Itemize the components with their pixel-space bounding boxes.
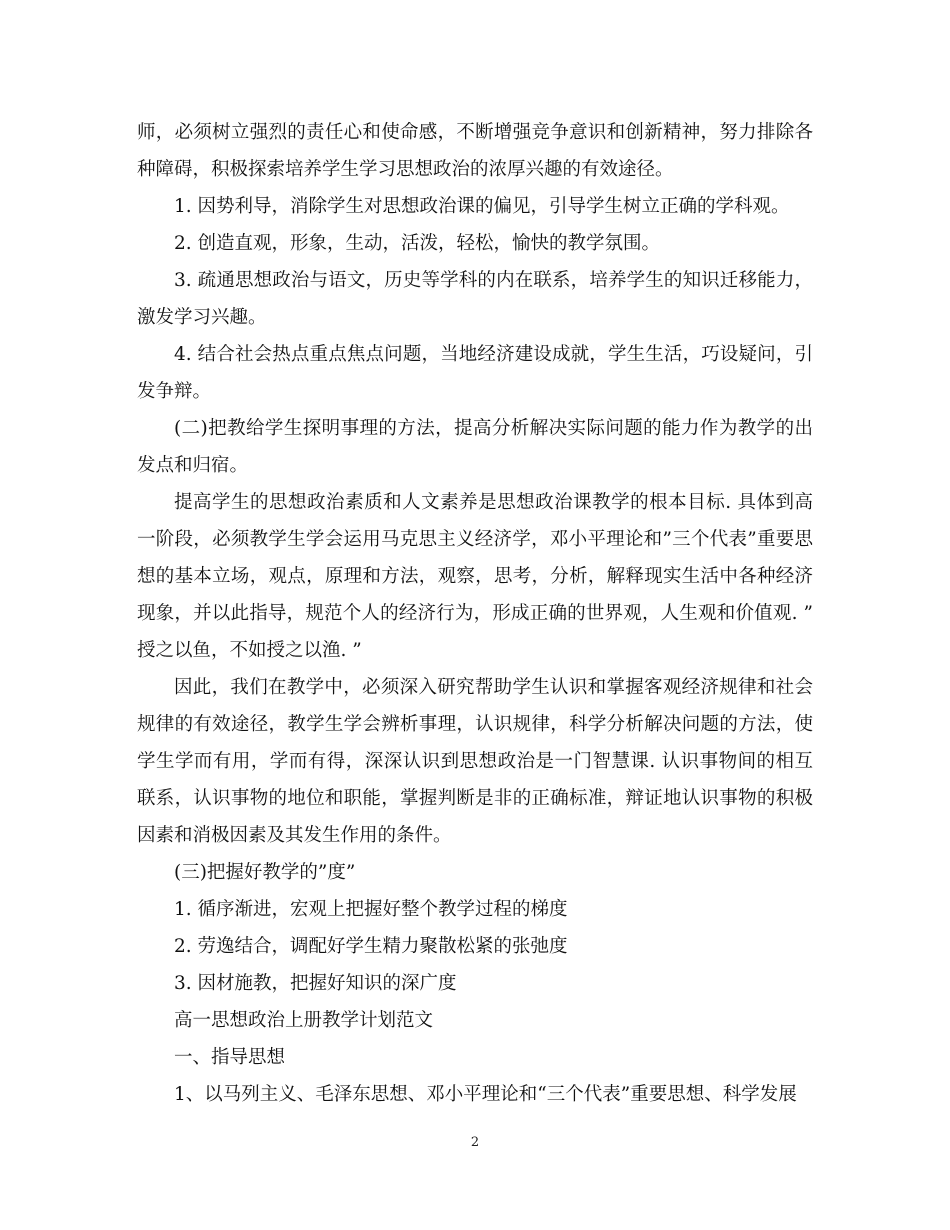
paragraph: 提高学生的思想政治素质和人文素养是思想政治课教学的根本目标. 具体到高一阶段，必须教学生学会运用马克思主义经济学，邓小平理论和”三个代表”重要思想的基本立场，观点，原理和方法，观察，思考，分析，解释现实生活中各种经济现象，并以此指导，规范个人的经济行为，形成正确的世界观，人生观和价值观. ” 授之以鱼，不如授之以渔. ”	[137, 492, 813, 661]
list-item: 1. 因势利导，消除学生对思想政治课的偏见，引导学生树立正确的学科观。	[174, 196, 790, 217]
section-heading: (二)把教给学生探明事理的方法，提高分析解决实际问题的能力作为教学的出发点和归宿。	[137, 418, 813, 476]
list-item: 4. 结合社会热点重点焦点问题，当地经济建设成就，学生生活，巧设疑问，引发争辩。	[137, 344, 813, 402]
section-heading: 一、指导思想	[174, 1047, 286, 1068]
section-heading: (三)把握好教学的”度”	[174, 862, 356, 883]
paragraph: 因此，我们在教学中，必须深入研究帮助学生认识和掌握客观经济规律和社会规律的有效途径，教学生学会辨析事理，认识规律，科学分析解决问题的方法，使学生学而有用，学而有得，深深认识到思想政治是一门智慧课. 认识事物间的相互联系，认识事物的地位和职能，掌握判断是非的正确标准，辩证地认识事物的积极因素和消极因素及其发生作用的条件。	[137, 677, 813, 846]
list-item: 1、以马列主义、毛泽东思想、邓小平理论和“三个代表”重要思想、科学发展	[174, 1084, 797, 1105]
document-title: 高一思想政治上册教学计划范文	[174, 1010, 434, 1031]
list-item: 1. 循序渐进，宏观上把握好整个教学过程的梯度	[174, 899, 568, 920]
list-item: 2. 创造直观，形象，生动，活泼，轻松，愉快的教学氛围。	[174, 233, 661, 254]
list-item: 3. 因材施教，把握好知识的深广度	[174, 973, 457, 994]
body-text	[137, 114, 813, 1113]
list-item: 2. 劳逸结合，调配好学生精力聚散松紧的张弛度	[174, 936, 568, 957]
page-number: 2	[470, 1135, 480, 1150]
paragraph: 师，必须树立强烈的责任心和使命感，不断增强竞争意识和创新精神，努力排除各种障碍，积极探索培养学生学习思想政治的浓厚兴趣的有效途径。	[137, 122, 813, 180]
list-item: 3. 疏通思想政治与语文，历史等学科的内在联系，培养学生的知识迁移能力，激发学习兴趣。	[137, 270, 813, 328]
